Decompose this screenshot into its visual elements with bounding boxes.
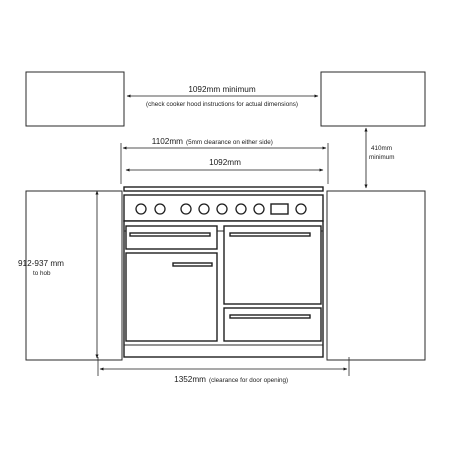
right-wall-cabinet: [321, 72, 425, 126]
storage-drawer: [224, 308, 321, 341]
hood-width-note: (check cooker hood instructions for actual dimensions): [146, 101, 298, 108]
handle-icon: [230, 233, 310, 236]
knob-icon: [199, 204, 209, 214]
knob-icon: [181, 204, 191, 214]
handle-icon: [173, 263, 212, 266]
control-knobs: [136, 204, 306, 214]
range-cooker: [124, 187, 323, 357]
clock-display-icon: [271, 204, 288, 214]
door-clearance-dimension: [98, 357, 349, 384]
handle-icon: [130, 233, 210, 236]
cooker-width-value: 1092mm: [209, 158, 241, 167]
knob-icon: [155, 204, 165, 214]
clearance-width-note: (5mm clearance on either side): [186, 139, 273, 146]
hood-height-value: 410mm: [371, 145, 392, 152]
hob-height-value: 912-937 mm: [18, 259, 64, 268]
knob-icon: [236, 204, 246, 214]
knob-icon: [136, 204, 146, 214]
left-upper-oven-door: [126, 226, 217, 249]
hob-height-unit: to hob: [33, 270, 51, 277]
handle-icon: [230, 315, 310, 318]
right-oven-door: [224, 226, 321, 304]
door-clearance-note: (clearance for door opening): [209, 377, 289, 384]
hood-height-dimension: [366, 128, 395, 188]
left-wall-cabinet: [26, 72, 124, 126]
hood-height-unit: minimum: [369, 154, 395, 161]
cooker-width-dimension: [126, 158, 323, 170]
right-base-cabinet: [327, 191, 425, 360]
knob-icon: [217, 204, 227, 214]
knob-icon: [254, 204, 264, 214]
clearance-width-value: 1102mm: [151, 137, 183, 146]
door-clearance-value: 1352mm: [174, 375, 206, 384]
knob-icon: [296, 204, 306, 214]
hood-width-dimension: [127, 85, 318, 108]
hood-width-value: 1092mm minimum: [188, 85, 256, 94]
